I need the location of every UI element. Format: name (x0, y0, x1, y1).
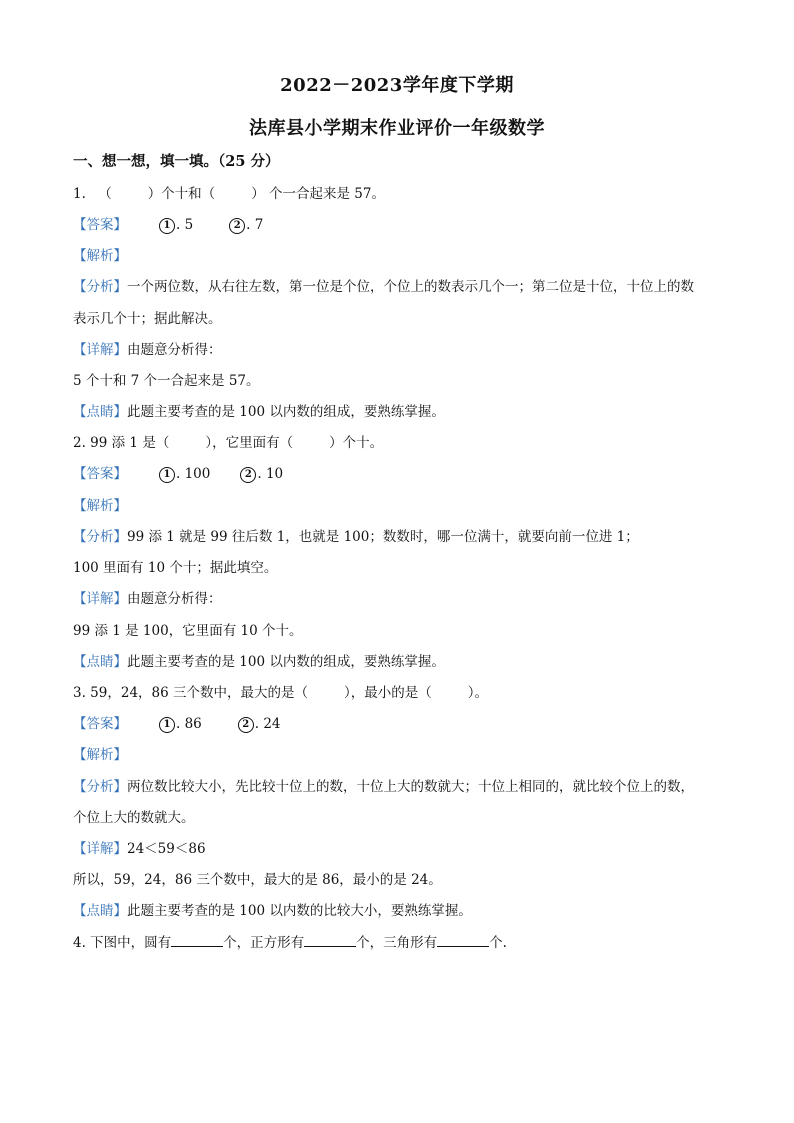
detail-1: 【详解】由题意分析得： (73, 342, 222, 358)
analysis-1-cont: 表示几个十；据此解决。 (73, 311, 222, 327)
doc-title-subject: 法库县小学期末作业评价一年级数学 (249, 118, 545, 139)
doc-title-year: 2022－2023学年度下学期 (280, 75, 514, 96)
analysis-1: 【分析】一个两位数，从右往左数，第一位是个位，个位上的数表示几个一；第二位是十位，十位上的数 (73, 279, 694, 295)
section-heading: 一、想一想，填一填。（25 分） (73, 153, 280, 170)
question-3: 3. 59，24，86 三个数中，最大的是（ ），最小的是（ ）。 (73, 685, 488, 701)
fill-blank (171, 934, 223, 947)
question-2: 2. 99 添 1 是（ ），它里面有（ ）个十。 (73, 435, 384, 451)
question-1: 1. （ ）个十和（ ） 个一合起来是 57。 (73, 186, 385, 202)
circled-number-icon: 1 (159, 717, 175, 733)
detail-2: 【详解】由题意分析得： (73, 591, 222, 607)
analysis-2: 【分析】99 添 1 就是 99 往后数 1，也就是 100；数数时，哪一位满十，就要向前一位进 1； (73, 529, 639, 545)
question-4: 4. 下图中，圆有 个，正方形有 个，三角形有 个. (73, 935, 507, 951)
detail-3: 【详解】24＜59＜86 (73, 841, 206, 857)
fill-blank (304, 934, 356, 947)
answer-3: 【答案】 1 . 86 2 . 24 (73, 716, 281, 732)
answer-1: 【答案】 1 . 5 2 . 7 (73, 217, 264, 233)
result-2: 99 添 1 是 100，它里面有 10 个十。 (73, 623, 303, 639)
answer-2: 【答案】 1 . 100 2 . 10 (73, 466, 284, 482)
result-1: 5 个十和 7 个一合起来是 57。 (73, 373, 260, 389)
jiexi-label-2: 【解析】 (73, 498, 127, 514)
circled-number-icon: 2 (240, 467, 256, 483)
circled-number-icon: 2 (238, 717, 254, 733)
jiexi-label-1: 【解析】 (73, 248, 127, 264)
analysis-2-cont: 100 里面有 10 个十；据此填空。 (73, 560, 278, 576)
fill-blank (437, 934, 489, 947)
circled-number-icon: 2 (229, 218, 245, 234)
comment-3: 【点睛】此题主要考查的是 100 以内数的比较大小，要熟练掌握。 (73, 903, 472, 919)
comment-2: 【点睛】此题主要考查的是 100 以内数的组成，要熟练掌握。 (73, 654, 445, 670)
analysis-3-cont: 个位上大的数就大。 (73, 810, 195, 826)
result-3: 所以，59，24，86 三个数中，最大的是 86，最小的是 24。 (73, 872, 442, 888)
circled-number-icon: 1 (159, 467, 175, 483)
analysis-3: 【分析】两位数比较大小，先比较十位上的数，十位上大的数就大；十位上相同的，就比较个位上的数， (73, 779, 694, 795)
comment-1: 【点睛】此题主要考查的是 100 以内数的组成，要熟练掌握。 (73, 404, 445, 420)
jiexi-label-3: 【解析】 (73, 747, 127, 763)
circled-number-icon: 1 (159, 218, 175, 234)
